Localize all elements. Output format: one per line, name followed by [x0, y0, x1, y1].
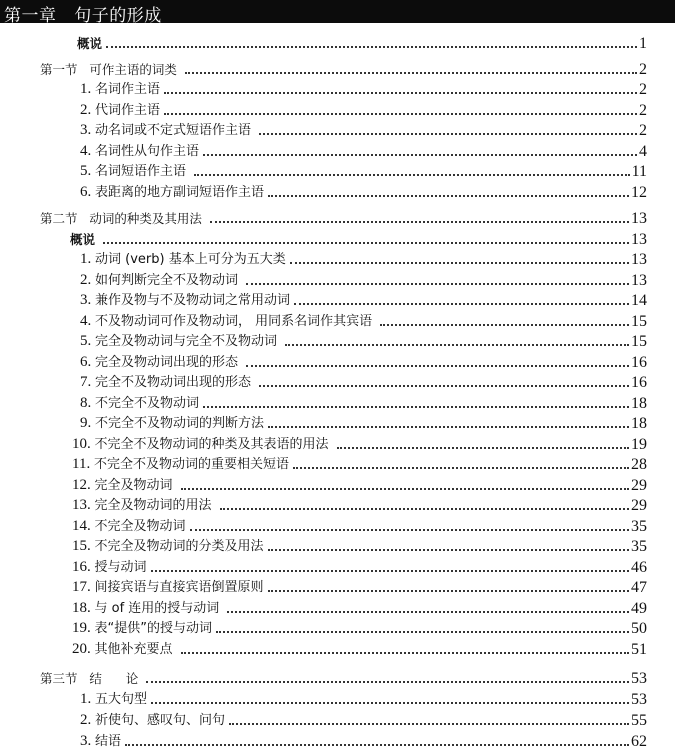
toc-entry-label [80, 163, 192, 180]
toc-page-number: 14 [631, 292, 647, 309]
dot-leader [293, 467, 629, 469]
toc-entry-text: 表距离的地方副词短语作主语 [95, 185, 265, 200]
toc-entry-number: 2. [80, 272, 95, 288]
toc-page-number: 4 [639, 143, 647, 160]
toc-entry-number: 6. [80, 184, 95, 200]
toc-entry-label [80, 122, 257, 139]
dot-leader [246, 365, 629, 367]
toc-page-number: 13 [631, 231, 647, 248]
toc-entry-text: 不完全及物动词的分类及用法 [94, 539, 264, 554]
toc-entry-text: 结语 [95, 734, 122, 749]
toc-entry-number: 1. [80, 691, 95, 707]
toc-page-number: 35 [631, 518, 647, 535]
toc-entry-item[interactable] [0, 371, 647, 391]
toc-entry-text: 概说 [77, 36, 103, 51]
toc-entry-number: 15. [72, 538, 95, 554]
toc-entry-item[interactable] [0, 535, 647, 555]
toc-entry-label [72, 497, 218, 514]
toc-entry-section[interactable] [0, 667, 647, 687]
toc-entry-label [72, 579, 266, 596]
toc-entry-text: 完全及物动词的用法 [94, 498, 216, 513]
toc-entry-item[interactable] [0, 730, 647, 750]
toc-entry-item[interactable] [0, 494, 647, 514]
dot-leader [181, 488, 629, 490]
dot-leader [151, 702, 629, 704]
toc-entry-text: 间接宾语与直接宾语倒置原则 [94, 580, 264, 595]
dot-leader [210, 221, 629, 223]
toc-page-number: 15 [631, 333, 647, 350]
chapter-title: 第一章 句子的形成 [4, 6, 162, 26]
toc-entry-number: 13. [72, 497, 95, 513]
toc-page-number: 15 [631, 313, 647, 330]
toc-entry-number: 14. [72, 518, 95, 534]
toc-entry-text: 完全及物动词与完全不及物动词 [95, 334, 282, 349]
toc-entry-label [72, 538, 266, 555]
toc-page-number: 16 [631, 354, 647, 371]
dot-leader [190, 529, 629, 531]
toc-page-number: 13 [631, 210, 647, 227]
toc-entry-number: 17. [72, 579, 95, 595]
toc-entry-text: 如何判断完全不及物动词 [95, 273, 243, 288]
dot-leader [203, 406, 629, 408]
toc-page-number: 51 [631, 641, 647, 658]
toc-entry-number: 16. [72, 559, 95, 575]
toc-page-number: 62 [631, 733, 647, 750]
toc-entry-number: 1. [80, 251, 95, 267]
toc-entry-label [80, 733, 123, 750]
toc-entry-label [40, 211, 208, 227]
toc-entry-label [80, 333, 283, 350]
toc-entry-number: 19. [72, 620, 95, 636]
toc-page-number: 16 [631, 374, 647, 391]
toc-entry-number: 1. [80, 81, 95, 97]
toc-entry-text: 不完全不及物动词 [95, 396, 200, 411]
toc-entry-label [72, 518, 188, 535]
toc-entry-label [80, 691, 149, 708]
toc-page-number: 29 [631, 477, 647, 494]
dot-leader [103, 242, 629, 244]
toc-entry-text: 不完全及物动词 [94, 519, 186, 534]
toc-entry-label [80, 395, 201, 412]
toc-entry-label [80, 143, 201, 160]
toc-entry-text: 其他补充要点 [94, 642, 177, 657]
toc-entry-item[interactable] [0, 269, 647, 289]
toc-page-number: 18 [631, 415, 647, 432]
toc-entry-number: 2. [80, 102, 95, 118]
toc-entry-number: 4. [80, 143, 95, 159]
toc-entry-text: 不完全不及物动词的种类及其表语的用法 [94, 437, 333, 452]
toc-entry-label [72, 456, 291, 473]
toc-entry-text: 第一节 可作主语的词类 [40, 62, 181, 77]
toc-entry-text: 完全及物动词出现的形态 [95, 355, 243, 370]
dot-leader [246, 283, 629, 285]
toc-entry-text: 第三节 结 论 [40, 671, 143, 686]
dot-leader [164, 113, 637, 115]
toc-entry-item[interactable] [0, 412, 647, 432]
toc-entry-number: 18. [72, 600, 95, 616]
toc-entry-number: 20. [72, 641, 95, 657]
toc-entry-item[interactable] [0, 638, 647, 658]
dot-leader [294, 303, 629, 305]
toc-entry-label [72, 600, 225, 617]
toc-entry-item[interactable] [0, 515, 647, 535]
toc-page-number: 1 [639, 35, 647, 52]
toc-entry-text: 五大句型 [95, 692, 148, 707]
toc-entry-text: 代词作主语 [95, 103, 161, 118]
toc-entry-label [80, 272, 244, 289]
dot-leader [290, 262, 629, 264]
toc-entry-text: 动名词或不定式短语作主语 [95, 123, 256, 138]
dot-leader [268, 195, 629, 197]
toc-entry-label [80, 184, 266, 201]
toc-entry-label [80, 102, 162, 119]
toc-entry-label [72, 559, 149, 576]
toc-entry-text: 不完全不及物动词的判断方法 [95, 416, 265, 431]
toc-entry-text: 概说 [70, 232, 100, 247]
dot-leader [268, 590, 629, 592]
toc-entry-label [80, 251, 288, 268]
toc-entry-label [72, 641, 179, 658]
toc-entry-section[interactable] [0, 58, 647, 78]
dot-leader [185, 72, 637, 74]
dot-leader [151, 570, 629, 572]
toc-page-number: 49 [631, 600, 647, 617]
toc-entry-label [70, 232, 101, 248]
toc-entry-item[interactable] [0, 310, 647, 330]
dot-leader [259, 133, 637, 135]
toc-entry-label [72, 477, 179, 494]
toc-entry-text: 不及物动词可作及物动词， 用同系名词作其宾语 [95, 314, 377, 329]
toc-entry-text: 祈使句、感叹句、问句 [95, 713, 226, 728]
toc-page-number: 53 [631, 670, 647, 687]
toc-entry-label [80, 292, 292, 309]
dot-leader [216, 631, 629, 633]
toc-entry-item[interactable] [0, 119, 647, 139]
toc-page-number: 11 [631, 163, 647, 180]
dot-leader [194, 174, 629, 176]
toc-entry-text: 名词性从句作主语 [95, 144, 200, 159]
toc-entry-number: 5. [80, 333, 95, 349]
toc-entry-number: 5. [80, 163, 95, 179]
toc-entry-item[interactable] [0, 453, 647, 473]
dot-leader [259, 385, 629, 387]
toc-page-number: 53 [631, 691, 647, 708]
toc-entry-label [77, 36, 104, 52]
toc-page-number: 13 [631, 251, 647, 268]
dot-leader [285, 344, 629, 346]
toc-entry-item[interactable] [0, 597, 647, 617]
dot-leader [220, 508, 629, 510]
toc-page-number: 2 [639, 61, 647, 78]
toc-entry-item[interactable] [0, 688, 647, 708]
dot-leader [125, 744, 629, 746]
toc-entry-text: 兼作及物与不及物动词之常用动词 [95, 293, 291, 308]
toc-page-number: 2 [639, 81, 647, 98]
toc-entry-overview[interactable] [0, 228, 647, 248]
dot-leader [337, 447, 629, 449]
toc-entry-item[interactable] [0, 617, 647, 637]
toc-page-number: 55 [631, 712, 647, 729]
dot-leader [268, 426, 629, 428]
toc-entry-text: 名词短语作主语 [95, 164, 191, 179]
dot-leader [380, 324, 629, 326]
toc-entry-text: 完全不及物动词出现的形态 [95, 375, 256, 390]
toc-entry-item[interactable] [0, 289, 647, 309]
toc-entry-item[interactable] [0, 99, 647, 119]
toc-entry-text: 名词作主语 [95, 82, 161, 97]
toc-entry-number: 4. [80, 313, 95, 329]
dot-leader [203, 154, 637, 156]
dot-leader [227, 611, 629, 613]
toc-entry-number: 3. [80, 122, 95, 138]
toc-entry-label [80, 354, 244, 371]
toc-entry-section[interactable] [0, 207, 647, 227]
toc-entry-text: 第二节 动词的种类及其用法 [40, 211, 206, 226]
toc-page-number: 2 [639, 102, 647, 119]
toc-page-number: 12 [631, 184, 647, 201]
toc-entry-label [80, 415, 266, 432]
toc-page-number: 29 [631, 497, 647, 514]
toc-page-number: 19 [631, 436, 647, 453]
toc-entry-number: 2. [80, 712, 95, 728]
toc-entry-number: 8. [80, 395, 95, 411]
toc-entry-item[interactable] [0, 392, 647, 412]
toc-entry-item[interactable] [0, 248, 647, 268]
toc-entry-item[interactable] [0, 556, 647, 576]
dot-leader [164, 92, 637, 94]
toc-page-number: 13 [631, 272, 647, 289]
toc-entry-number: 11. [72, 456, 94, 472]
toc-entry-item[interactable] [0, 709, 647, 729]
toc-entry-text: 动词 (verb) 基本上可分为五大类 [95, 252, 286, 267]
dot-leader [146, 681, 629, 683]
dot-leader [181, 652, 629, 654]
toc-entry-label [80, 712, 227, 729]
toc-entry-label [80, 81, 162, 98]
toc-entry-item[interactable] [0, 160, 647, 180]
toc-entry-item[interactable] [0, 576, 647, 596]
toc-entry-number: 12. [72, 477, 95, 493]
toc-entry-label [72, 436, 335, 453]
toc-entry-number: 3. [80, 292, 95, 308]
toc-entry-number: 3. [80, 733, 95, 749]
toc-page-number: 35 [631, 538, 647, 555]
toc-entry-text: 与 of 连用的授与动词 [94, 601, 224, 616]
chapter-title-bar [0, 0, 675, 26]
toc-page-number: 47 [631, 579, 647, 596]
toc-entry-item[interactable] [0, 474, 647, 494]
toc-page-number: 28 [631, 456, 647, 473]
toc-entry-item[interactable] [0, 140, 647, 160]
toc-entry-overview[interactable] [0, 32, 647, 52]
toc-page-number: 2 [639, 122, 647, 139]
toc-entry-item[interactable] [0, 433, 647, 453]
toc-entry-text: 不完全不及物动词的重要相关短语 [93, 457, 289, 472]
toc-entry-item[interactable] [0, 330, 647, 350]
dot-leader [229, 723, 629, 725]
toc-page-number: 46 [631, 559, 647, 576]
toc-entry-label [80, 313, 378, 330]
dot-leader [106, 46, 637, 48]
toc-entry-item[interactable] [0, 78, 647, 98]
toc-entry-item[interactable] [0, 351, 647, 371]
toc-entry-item[interactable] [0, 181, 647, 201]
toc-entry-number: 10. [72, 436, 95, 452]
toc-page-number: 50 [631, 620, 647, 637]
toc-entry-label [40, 62, 183, 78]
toc-entry-label [72, 620, 214, 637]
toc-entry-text: 完全及物动词 [94, 478, 177, 493]
toc-entry-label [80, 374, 257, 391]
toc-entry-number: 9. [80, 415, 95, 431]
toc-entry-text: 授与动词 [94, 560, 147, 575]
toc-entry-label [40, 671, 144, 687]
toc-page-number: 18 [631, 395, 647, 412]
toc-entry-number: 6. [80, 354, 95, 370]
toc-entry-text: 表“提供”的授与动词 [94, 621, 212, 636]
toc-entry-number: 7. [80, 374, 95, 390]
dot-leader [268, 549, 629, 551]
